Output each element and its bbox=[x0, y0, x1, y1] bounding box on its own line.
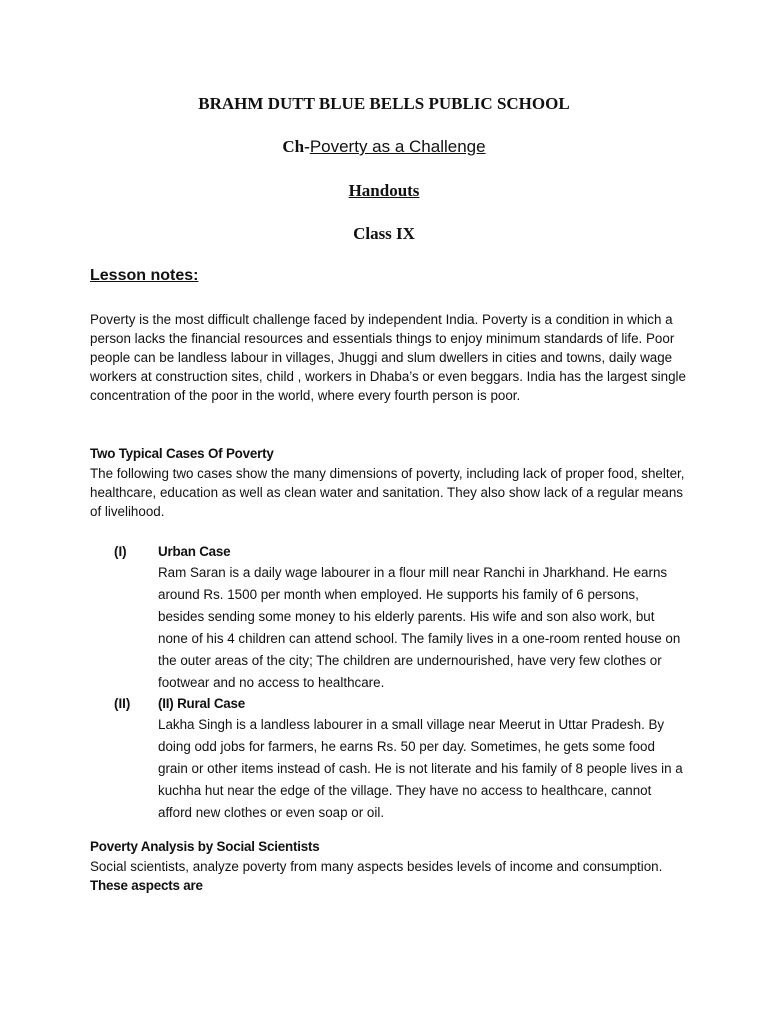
case-title: (II) Rural Case bbox=[158, 696, 246, 711]
cases-heading: Two Typical Cases Of Poverty bbox=[90, 446, 274, 461]
case-title: Urban Case bbox=[158, 544, 231, 559]
case-body: Lakha Singh is a landless labourer in a small village near Meerut in Uttar Pradesh. By doing odd jobs for farmers, he earns Rs. 50 per day. Sometimes, he gets some food grain or other items instead of cash. He is not literate and his family of 8 people lives in a kuchha hut near the edge of the village. They have no access to healthcare, cannot afford new clothes or even soap or oil. bbox=[158, 717, 683, 820]
analysis-heading: Poverty Analysis by Social Scientists bbox=[90, 839, 320, 854]
analysis-paragraph: Social scientists, analyze poverty from many aspects besides levels of income and consumption. bbox=[90, 859, 663, 874]
cases-intro-paragraph: The following two cases show the many dimensions of poverty, including lack of proper food, shelter, healthcare, education as well as clean water and sanitation. They also show lack of a regular means of livelihood. bbox=[90, 466, 685, 519]
school-name: BRAHM DUTT BLUE BELLS PUBLIC SCHOOL bbox=[198, 94, 570, 113]
chapter-heading bbox=[0, 137, 768, 157]
case-body: Ram Saran is a daily wage labourer in a flour mill near Ranchi in Jharkhand. He earns around Rs. 1500 per month when employed. He supports his family of 6 persons, besides sending some money to his elderly parents. His wife and son also work, but none of his 4 children can attend school. The family lives in a one-room rented house on the outer areas of the city; The children are undernourished, have very few clothes or footwear and no access to healthcare. bbox=[158, 565, 681, 690]
chapter-title: Poverty as a Challenge bbox=[309, 137, 486, 156]
case-number: (I) bbox=[114, 544, 127, 559]
chapter-prefix: Ch- bbox=[282, 137, 310, 156]
lesson-notes-heading: Lesson notes: bbox=[90, 267, 199, 284]
intro-paragraph: Poverty is the most difficult challenge faced by independent India. Poverty is a condition in which a person lacks the financial resources and essentials things to enjoy minimum standards of life. Poor people can be landless labour in villages, Jhuggi and slum dwellers in cities and towns, daily wage workers at construction sites, child , workers in Dhaba’s or even beggars. India has the largest single concentration of the poor in the world, where every fourth person is poor. bbox=[90, 312, 686, 403]
handouts-heading: Handouts bbox=[348, 181, 420, 200]
case-number: (II) bbox=[114, 696, 131, 711]
aspects-heading: These aspects are bbox=[90, 878, 203, 893]
class-heading: Class IX bbox=[353, 224, 415, 243]
